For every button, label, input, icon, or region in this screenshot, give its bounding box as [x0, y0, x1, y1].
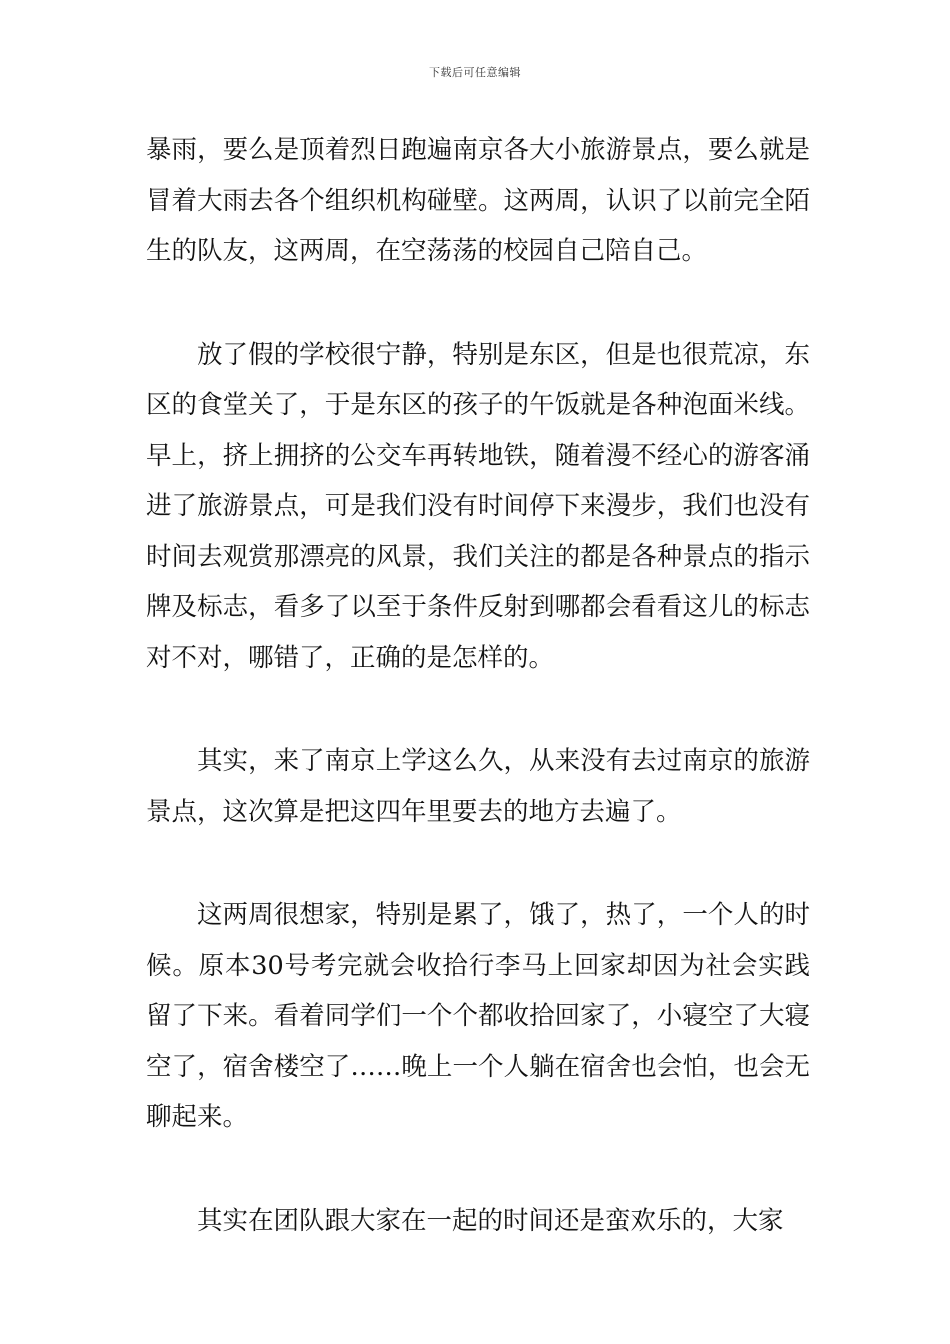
header-note: 下载后可任意编辑: [429, 66, 521, 79]
paragraph: 其实在团队跟大家在一起的时间还是蛮欢乐的，大家: [197, 1205, 784, 1236]
paragraph: 这两周很想家，特别是累了，饿了，热了，一个人的时候。原本30号考完就会收拾行李马上回家却因为社会实践留了下来。看着同学们一个个都收拾回家了，小寝空了大寝空了，宿舍楼空了……晚上一个人躺在宿舍也会怕，也会无聊起来。: [146, 900, 810, 1132]
paragraph: 放了假的学校很宁静，特别是东区，但是也很荒凉，东区的食堂关了，于是东区的孩子的午饭就是各种泡面米线。早上，挤上拥挤的公交车再转地铁，随着漫不经心的游客涌进了旅游景点，可是我们没有时间停下来漫步，我们也没有时间去观赏那漂亮的风景，我们关注的都是各种景点的指示牌及标志，看多了以至于条件反射到哪都会看看这儿的标志对不对，哪错了，正确的是怎样的。: [146, 339, 810, 673]
paragraph: 其实，来了南京上学这么久，从来没有去过南京的旅游景点，这次算是把这四年里要去的地方去遍了。: [146, 746, 810, 827]
document-body: [146, 125, 810, 1246]
paragraph-continuation: 暴雨，要么是顶着烈日跑遍南京各大小旅游景点，要么就是冒着大雨去各个组织机构碰壁。这两周，认识了以前完全陌生的队友，这两周，在空荡荡的校园自己陪自己。: [146, 135, 810, 266]
